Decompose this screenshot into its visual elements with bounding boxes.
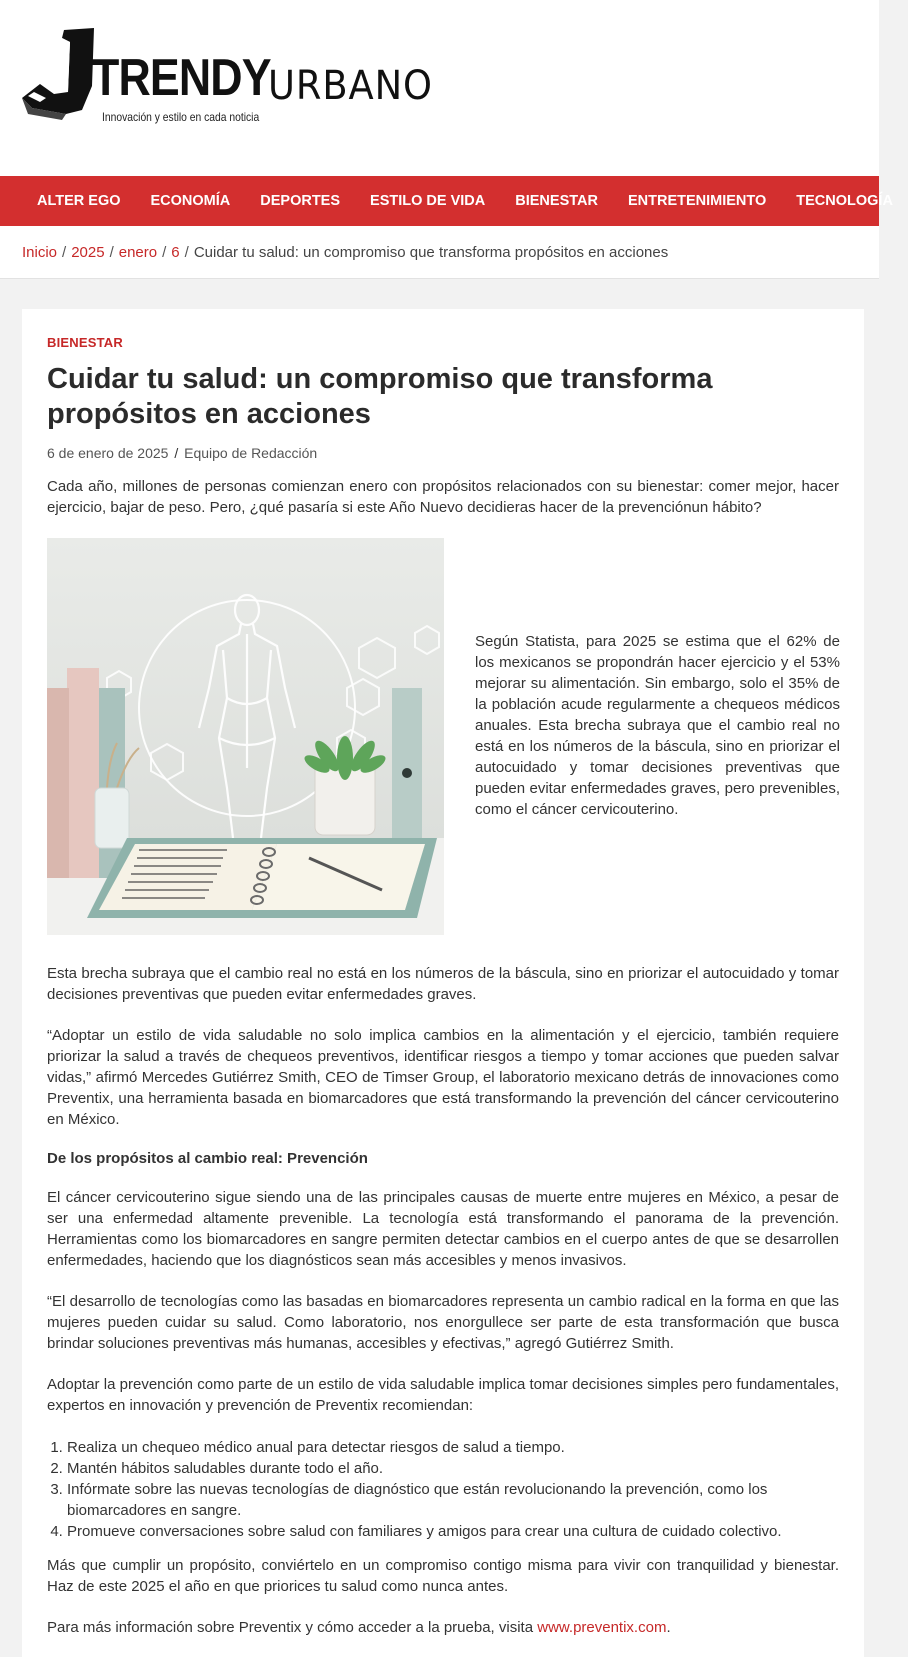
- main-nav: [0, 176, 893, 226]
- breadcrumb-day[interactable]: 6: [171, 244, 180, 261]
- breadcrumb-current: Cuidar tu salud: un compromiso que transforma propósitos en acciones: [193, 244, 669, 261]
- tip-item: 1. Realiza un chequeo médico anual para detectar riesgos de salud a tiempo.: [67, 1437, 839, 1458]
- logo-trendy-text: TRENDY: [92, 49, 271, 107]
- article: [22, 309, 864, 1657]
- breadcrumb-separator: /: [184, 244, 189, 261]
- breadcrumb-separator: /: [109, 244, 114, 261]
- article-paragraph: Más que cumplir un propósito, conviértelo en un compromiso contigo misma para vivir con tranquilidad y bienestar. Haz de este 2025 el año en que priorices tu salud como nunca antes.: [47, 1557, 839, 1595]
- logo-tagline: Innovación y estilo en cada noticia: [102, 110, 260, 124]
- tips-list: [47, 1437, 839, 1542]
- breadcrumb-month[interactable]: enero: [118, 244, 158, 261]
- breadcrumb: [0, 226, 879, 279]
- breadcrumb-home[interactable]: Inicio: [22, 244, 58, 261]
- nav-item-economía[interactable]: ECONOMÍA: [150, 193, 231, 209]
- meta-separator: /: [170, 445, 183, 461]
- wellness-illustration-icon: [47, 538, 444, 935]
- link-prefix: Para más información sobre Preventix y cómo acceder a la prueba, visita: [47, 1619, 538, 1636]
- tip-item: 4. Promueve conversaciones sobre salud con familiares y amigos para crear una cultura de cuidado colectivo.: [67, 1521, 839, 1542]
- article-intro: Cada año, millones de personas comienzan enero con propósitos relacionados con su bienestar: comer mejor, hacer ejercicio, bajar de peso. Pero, ¿qué pasaría si este Año Nuevo decidieras hacer de la prevenciónun hábito?: [47, 478, 839, 516]
- nav-item-tecnología[interactable]: TECNOLOGÍA: [796, 193, 893, 209]
- preventix-link[interactable]: www.preventix.com: [537, 1619, 667, 1636]
- site-header: [0, 0, 879, 176]
- tip-item: 3. Infórmate sobre las nuevas tecnologías de diagnóstico que están revolucionando la prevención, como los biomarcadores en sangre.: [67, 1479, 839, 1521]
- breadcrumb-year[interactable]: 2025: [71, 244, 105, 261]
- nav-item-estilo-de-vida[interactable]: ESTILO DE VIDA: [370, 193, 486, 209]
- nav-item-deportes[interactable]: DEPORTES: [260, 193, 341, 209]
- nav-item-alter-ego[interactable]: ALTER EGO: [37, 193, 121, 209]
- breadcrumb-separator: /: [62, 244, 67, 261]
- nav-item-entretenimiento[interactable]: ENTRETENIMIENTO: [627, 193, 767, 209]
- article-paragraph: “El desarrollo de tecnologías como las basadas en biomarcadores representa un cambio radical en la forma en que las mujeres pueden cuidar su salud. Como laboratorio, nos enorgullece ser parte de esta transformación que busca brindar soluciones preventivas más humanas, accesibles y efectivas,” agregó Gutiérrez Smith.: [47, 1293, 839, 1352]
- article-paragraph: Adoptar la prevención como parte de un estilo de vida saludable implica tomar decisiones simples pero fundamentales, expertos en innovación y prevención de Preventix recomiendan:: [47, 1376, 839, 1414]
- link-suffix: .: [666, 1619, 671, 1636]
- article-paragraph: Esta brecha subraya que el cambio real no está en los números de la báscula, sino en priorizar el autocuidado y tomar decisiones preventivas que pueden evitar enfermedades graves.: [47, 965, 839, 1003]
- article-subheading: De los propósitos al cambio real: Prevención: [47, 1150, 368, 1167]
- statista-paragraph: Según Statista, para 2025 se estima que el 62% de los mexicanos se propondrán hacer ejercicio y el 53% mejorar su alimentación. Sin embargo, solo el 35% de la población acude regularmente a chequeos médicos anuales. Esta brecha subraya que el cambio real no está en los números de la báscula, sino en priorizar el autocuidado y tomar decisiones preventivas que pueden evitar enfermedades graves, pero prevenibles, como el cáncer cervicouterino.: [475, 633, 840, 818]
- article-date[interactable]: 6 de enero de 2025: [47, 445, 169, 461]
- breadcrumb-separator: /: [162, 244, 167, 261]
- site-logo[interactable]: [22, 28, 442, 128]
- article-author[interactable]: Equipo de Redacción: [184, 445, 318, 461]
- article-paragraph-link: [47, 1617, 839, 1638]
- article-paragraph: El cáncer cervicouterino sigue siendo una de las principales causas de muerte entre mujeres en México, a pesar de ser una enfermedad altamente prevenible. La tecnología está transformando el panorama de la prevención. Herramientas como los biomarcadores en sangre permiten detectar cambios en el cuerpo antes de que se desarrollen enfermedades, haciendo que los diagnósticos sean más accesibles y menos invasivos.: [47, 1189, 839, 1269]
- media-row: [47, 538, 839, 935]
- article-paragraph: “Adoptar un estilo de vida saludable no solo implica cambios en la alimentación y el ejercicio, también requiere priorizar la salud a través de chequeos preventivos, identificar riesgos a tiempo y tomar acciones que pueden salvar vidas,” afirmó Mercedes Gutiérrez Smith, CEO de Timser Group, el laboratorio mexicano detrás de innovaciones como Preventix, una herramienta basada en biomarcadores que está transformando la prevención del cáncer cervicouterino en México.: [47, 1027, 839, 1128]
- article-image: [47, 538, 444, 935]
- article-title: Cuidar tu salud: un compromiso que transforma propósitos en acciones: [47, 363, 713, 430]
- tip-item: 2. Mantén hábitos saludables durante todo el año.: [67, 1458, 839, 1479]
- article-category[interactable]: BIENESTAR: [47, 335, 123, 350]
- logo-urbano-text: URBANO: [268, 63, 433, 109]
- logo-j-mark-icon: [22, 28, 102, 120]
- article-meta: [47, 445, 839, 461]
- nav-item-bienestar[interactable]: BIENESTAR: [515, 193, 598, 209]
